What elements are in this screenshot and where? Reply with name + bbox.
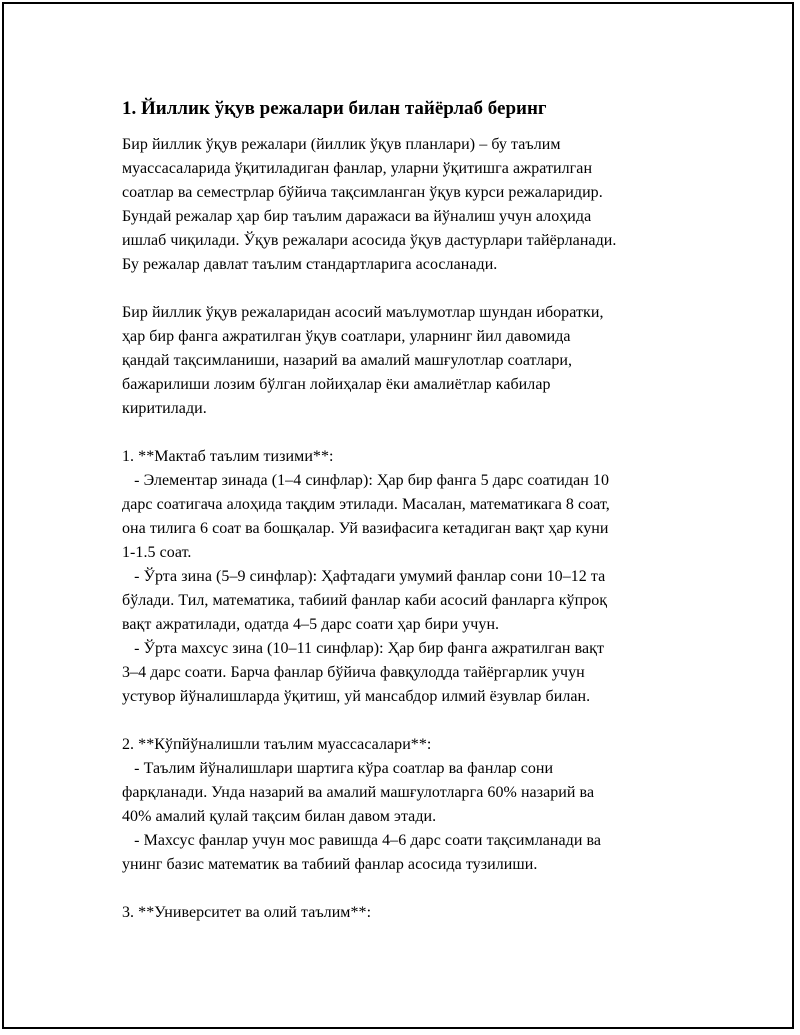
section-1-item-middle: - Ўрта зина (5–9 синфлар): Ҳафтадаги умумий фанлар сони 10–12 та бўлади. Тил, математика, табиий фанлар каби асосий фанларга кўпроқ вақт ажратилади, одатда 4–5 дарс соати ҳар бири учун. xyxy=(122,568,608,633)
section-1-item-elementary: - Элементар зинада (1–4 синфлар): Ҳар бир фанга 5 дарс соатидан 10 дарс соатигача алоҳида тақдим этилади. Масалан, математикага 8 соат, она тилига 6 соат ва бошқалар. Уй вазифасига кетадиган вақт ҳар куни 1-1.5 соат. xyxy=(122,472,610,561)
paragraph-gap xyxy=(122,421,692,445)
section-2-item-directions: - Таълим йўналишлари шартига кўра соатлар ва фанлар сони фарқланади. Унда назарий ва амалий машғулотларга 60% назарий ва 40% амалий қулай тақсим билан давом этади. xyxy=(122,760,595,825)
second-paragraph: Бир йиллик ўқув режаларидан асосий маълумотлар шундан иборатки, ҳар бир фанга ажратилган ўқув соатлари, уларнинг йил давомида қандай тақсимланиши, назарий ва амалий машғулотлар соатлари, бажарилиши лозим бўлган лойиҳалар ёки амалиётлар кабилар киритилади. xyxy=(122,304,604,417)
section-3-heading: 3. **Университет ва олий таълим**: xyxy=(122,904,372,921)
paragraph-gap xyxy=(122,709,692,733)
page-frame xyxy=(2,2,794,1029)
section-2-item-special: - Махсус фанлар учун мос равишда 4–6 дарс соати тақсимланади ва унинг базис математик ва табиий фанлар асосида тузилиши. xyxy=(122,832,602,873)
document-title: 1. Йиллик ўқув режалари билан тайёрлаб беринг xyxy=(122,98,547,119)
section-1-heading: 1. **Мактаб таълим тизими**: xyxy=(122,448,334,465)
paragraph-gap xyxy=(122,877,692,901)
section-2-heading: 2. **Кўпйўналишли таълим муассасалари**: xyxy=(122,736,432,753)
document-body xyxy=(122,96,692,925)
intro-paragraph: Бир йиллик ўқув режалари (йиллик ўқув планлари) – бу таълим муассасаларида ўқитиладиган фанлар, уларни ўқитишга ажратилган соатлар ва семестрлар бўйича тақсимланган ўқув курси режаларидир. Бундай режалар ҳар бир таълим даражаси ва йўналиш учун алоҳида ишлаб чиқилади. Ўқув режалари асосида ўқув дастурлари тайёрланади. Бу режалар давлат таълим стандартларига асосланади. xyxy=(122,136,617,273)
paragraph-gap xyxy=(122,277,692,301)
section-1-item-upper: - Ўрта махсус зина (10–11 синфлар): Ҳар бир фанга ажратилган вақт 3–4 дарс соати. Барча фанлар бўйича фавқулодда тайёргарлик учун устувор йўналишларда ўқитиш, уй мансабдор илмий ёзувлар билан. xyxy=(122,640,604,705)
